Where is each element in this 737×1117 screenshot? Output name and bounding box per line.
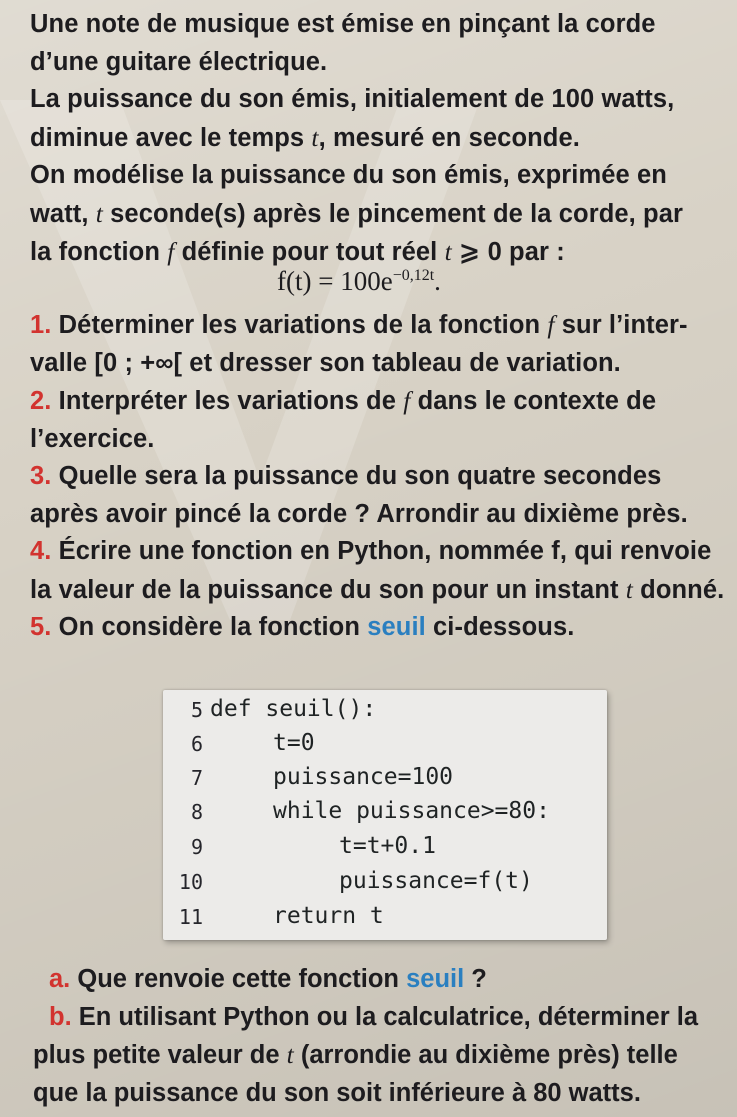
text-segment: Écrire une fonction en Python, nommée f, qui renvoie (51, 537, 712, 565)
subquestion-letter: a. (49, 965, 71, 993)
question-5-line-1 (30, 609, 730, 647)
formula-end: . (434, 266, 441, 296)
code-text: puissance=100 (273, 764, 454, 790)
code-text: def seuil(): (210, 696, 377, 722)
text-segment: donné. (632, 575, 725, 604)
function-formula (277, 266, 441, 297)
text-segment: Quelle sera la puissance du son quatre secondes (51, 462, 662, 490)
text-segment: sur l’inter- (554, 311, 688, 339)
variable-f: f (167, 237, 175, 266)
subquestion-b-line-1 (49, 999, 729, 1037)
question-4-line-2 (30, 571, 730, 610)
code-line (163, 796, 607, 830)
intro-line-6 (30, 195, 730, 234)
code-text: while puissance>=80: (273, 798, 550, 824)
text-segment: la fonction (30, 238, 168, 266)
intro-line-4 (30, 119, 730, 158)
intro-paragraph (30, 6, 730, 272)
variable-t: t (444, 237, 452, 266)
question-1-line-2: valle [0 ; +∞[ et dresser son tableau de variation. (30, 348, 621, 377)
question-4-line-1 (30, 533, 730, 571)
question-1-line-1 (30, 306, 730, 345)
intro-line-2: d’une guitare électrique. (30, 47, 328, 76)
function-name-seuil: seuil (406, 965, 465, 993)
code-line (163, 762, 607, 796)
subquestion-a (49, 961, 729, 999)
code-text: t=t+0.1 (339, 833, 436, 859)
code-line (163, 728, 607, 762)
question-2-line-2: l’exercice. (30, 424, 155, 453)
text-segment: diminue avec le temps (30, 123, 312, 152)
code-line (163, 831, 607, 865)
line-number: 7 (190, 766, 203, 790)
variable-f: f (403, 386, 411, 415)
question-number: 2. (30, 387, 52, 415)
question-3-line-2: après avoir pincé la corde ? Arrondir au dixième près. (30, 499, 688, 528)
variable-f: f (547, 310, 555, 339)
text-segment: Que renvoie cette fonction (70, 965, 407, 993)
text-segment: dans le contexte de (410, 387, 657, 415)
intro-line-3: La puissance du son émis, initialement de 100 watts, (30, 85, 675, 113)
text-segment: watt, (30, 199, 96, 228)
function-name-seuil: seuil (367, 613, 426, 641)
text-segment: Interpréter les variations de (51, 387, 404, 415)
line-number: 5 (190, 698, 203, 722)
line-number: 10 (178, 870, 203, 894)
formula-lhs: f(t) = 100e (277, 266, 393, 296)
subquestion-b-line-2 (33, 1036, 729, 1075)
variable-t: t (95, 198, 103, 228)
text-segment: ci-dessous. (425, 613, 575, 641)
variable-t: t (286, 1040, 294, 1069)
subquestions-block (33, 961, 729, 1112)
text-segment: seconde(s) après le pincement de la corde, par (102, 199, 684, 228)
variable-t: t (625, 574, 633, 604)
subquestion-letter: b. (49, 1002, 72, 1031)
code-text: puissance=f(t) (339, 868, 533, 894)
text-segment: ⩾ 0 par : (451, 238, 565, 266)
python-code-block (163, 690, 607, 940)
line-number: 9 (190, 835, 203, 859)
line-number: 8 (190, 800, 203, 824)
text-segment: ? (464, 965, 487, 993)
intro-line-1: Une note de musique est émise en pinçant la corde (30, 10, 656, 38)
subquestion-b-line-3: que la puissance du son soit inférieure à 80 watts. (33, 1078, 641, 1107)
intro-line-5: On modélise la puissance du son émis, exprimée en (30, 161, 667, 189)
code-text: return t (273, 903, 384, 929)
line-number: 11 (178, 905, 203, 929)
line-number: 6 (190, 732, 203, 756)
code-text: t=0 (273, 730, 315, 756)
question-number: 4. (30, 537, 52, 565)
text-segment: On considère la fonction (51, 613, 368, 641)
question-number: 5. (30, 613, 52, 641)
text-segment: plus petite valeur de (33, 1041, 287, 1069)
code-line (163, 901, 607, 935)
question-2-line-1 (30, 382, 730, 421)
question-3-line-1 (30, 458, 730, 496)
questions-block (30, 306, 730, 647)
text-segment: En utilisant Python ou la calculatrice, déterminer la (71, 1002, 699, 1031)
code-line (163, 694, 607, 728)
text-segment: , mesuré en seconde. (318, 123, 580, 152)
text-segment: définie pour tout réel (174, 238, 445, 266)
text-segment: Déterminer les variations de la fonction (51, 311, 548, 339)
variable-t: t (311, 122, 319, 152)
formula-exponent: −0,12t (392, 267, 435, 284)
question-number: 3. (30, 462, 52, 490)
code-line (163, 866, 607, 900)
question-number: 1. (30, 311, 52, 339)
text-segment: (arrondie au dixième près) telle (293, 1041, 678, 1069)
text-segment: la valeur de la puissance du son pour un instant (30, 575, 626, 604)
